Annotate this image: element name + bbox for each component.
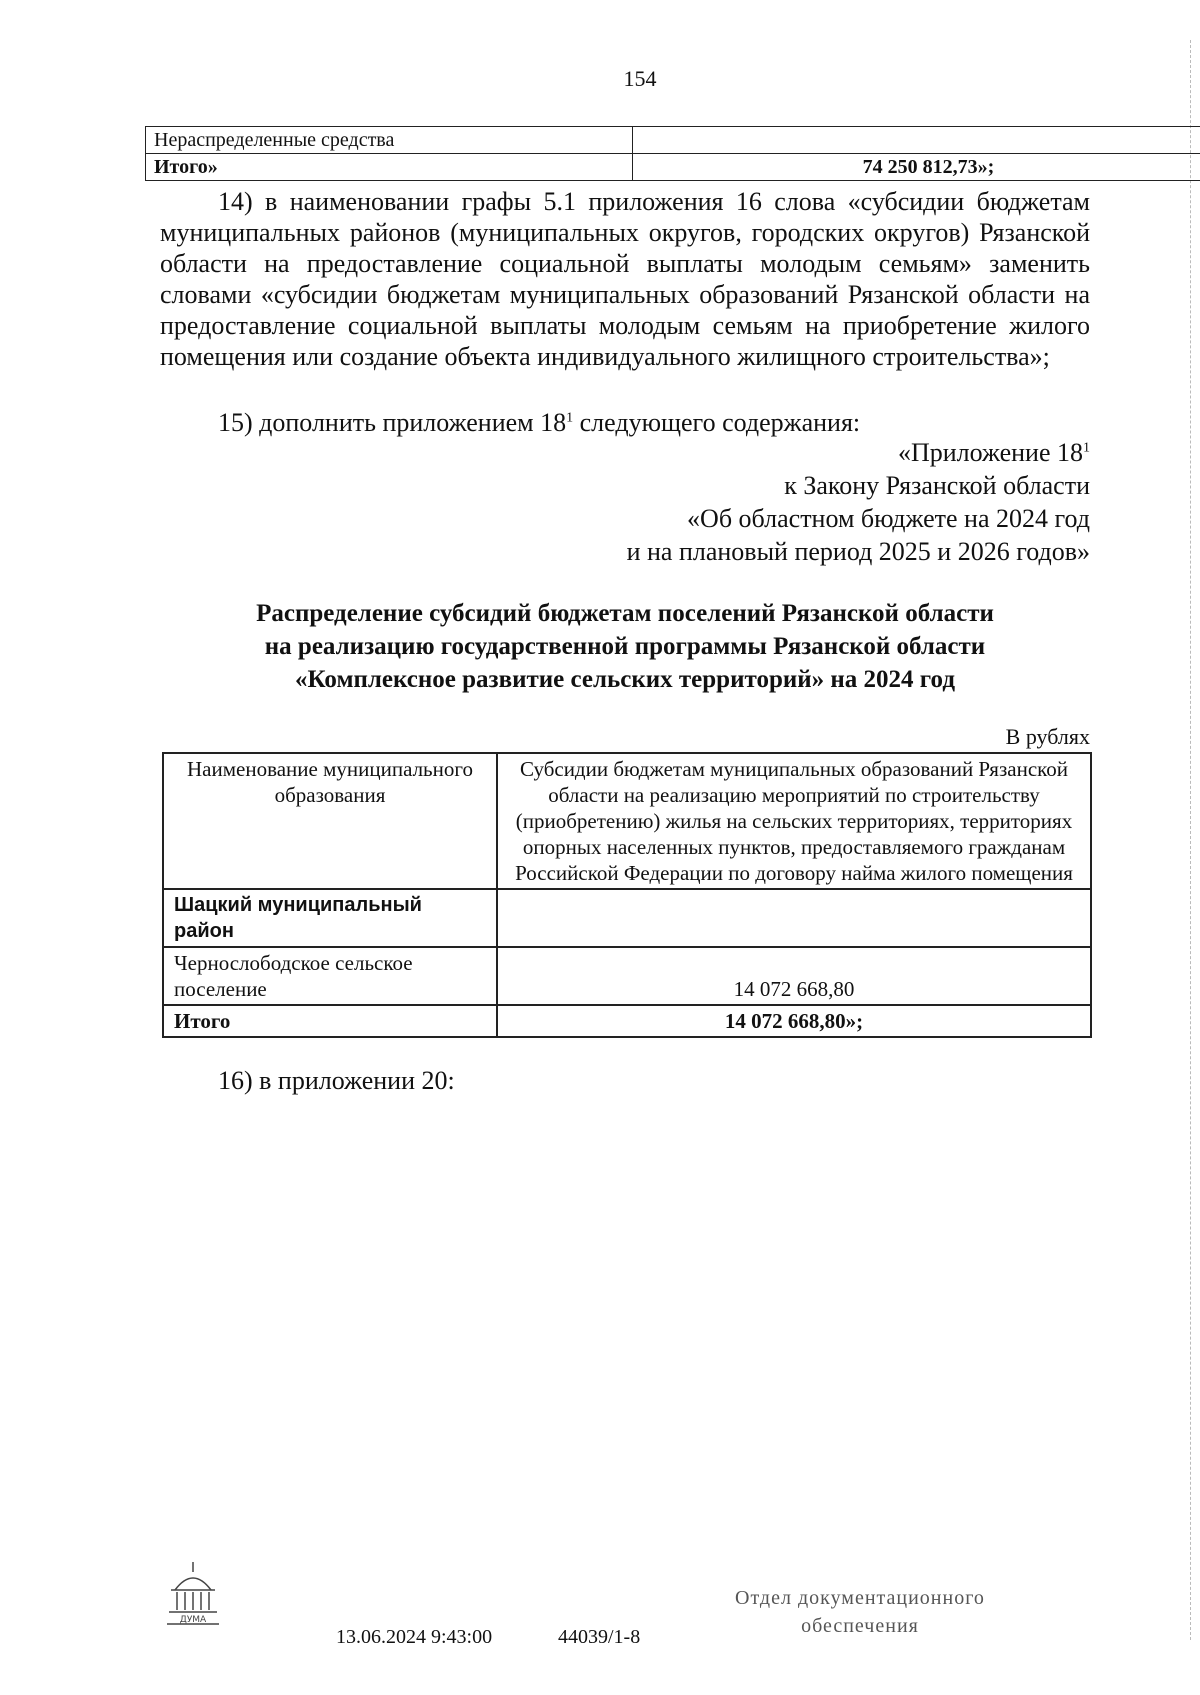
department-stamp (735, 1584, 985, 1640)
appendix-header (627, 436, 1090, 568)
row-value-cell: 14 072 668,80 (497, 947, 1091, 1005)
table-row (163, 889, 1091, 947)
header-cell-subsidy: Субсидии бюджетам муниципальных образований Рязанской области на реализацию мероприятий по строительству (приобретению) жилья на сельских территориях, территориях опорных населенных пунктов, предоставляемого гражданам Российской Федерации по договору найма жилого помещения (497, 753, 1091, 889)
total-label-cell: Итого (163, 1005, 497, 1037)
paragraph-15 (160, 407, 1090, 438)
table-cell-value (633, 127, 1200, 154)
table-cell-value: 74 250 812,73»; (633, 154, 1200, 181)
header-cell-municipality: Наименование муниципального образования (163, 753, 497, 889)
footer-date: 13.06.2024 9:43:00 (336, 1626, 493, 1648)
superscript: 1 (1083, 440, 1090, 456)
units-label: В рублях (1005, 724, 1090, 749)
stamp-line: обеспечения (801, 1615, 919, 1637)
total-value-cell: 14 072 668,80»; (497, 1005, 1091, 1037)
table-cell-label: Нераспределенные средства (146, 127, 633, 154)
heading-line: на реализацию государственной программы Рязанской области (264, 633, 986, 660)
heading-line: Распределение субсидий бюджетам поселений Рязанской области (256, 600, 994, 627)
table-header-row (163, 753, 1091, 889)
table-row (146, 154, 1200, 181)
group-value-cell (497, 889, 1091, 947)
paragraph-15-text-end: следующего содержания: (573, 408, 861, 437)
heading-line: «Комплексное развитие сельских территорий» на 2024 год (295, 666, 955, 693)
appendix-line: и на плановый период 2025 и 2026 годов» (626, 537, 1090, 566)
duma-building-icon (165, 1560, 221, 1628)
page-number: 154 (623, 66, 657, 91)
paragraph-15-text: 15) дополнить приложением 18 (218, 408, 567, 437)
paragraph-16: 16) в приложении 20: (218, 1066, 455, 1095)
row-label-cell: Чернослободское сельское поселение (163, 947, 497, 1005)
scan-margin-line (1190, 40, 1192, 1640)
paragraph-14 (160, 186, 1090, 372)
table-row (146, 127, 1200, 154)
appendix-line: «Об областном бюджете на 2024 год (687, 504, 1090, 533)
table-total-row (163, 1005, 1091, 1037)
appendix-title: «Приложение $18^1$ (897, 438, 1090, 467)
subsidy-table (162, 752, 1092, 1038)
document-heading (160, 597, 1090, 696)
paragraph-14-text: 14) в наименовании графы 5.1 приложения 16 слова «субсидии бюджетам муниципальных районов (муниципальных округов, городских округов) Рязанской области на предоставление социальной выплаты молодым семьям» заменить словами «субсидии бюджетам муниципальных образований Рязанской области на предоставление социальной выплаты молодым семьям на приобретение жилого помещения или создание объекта индивидуального жилищного строительства»; (160, 187, 1090, 371)
appendix-line: к Закону Рязанской области (784, 471, 1090, 500)
duma-logo (165, 1560, 221, 1633)
group-cell: Шацкий муниципальный район (163, 889, 497, 947)
top-table (145, 126, 1200, 181)
footer-doc-number: 44039/1-8 (558, 1626, 641, 1648)
stamp-line: Отдел документационного (735, 1587, 985, 1609)
svg-text:ДУМА: ДУМА (179, 1615, 207, 1625)
superscript: 1 (566, 410, 574, 426)
table-row (163, 947, 1091, 1005)
table-cell-label: Итого» (146, 154, 633, 181)
